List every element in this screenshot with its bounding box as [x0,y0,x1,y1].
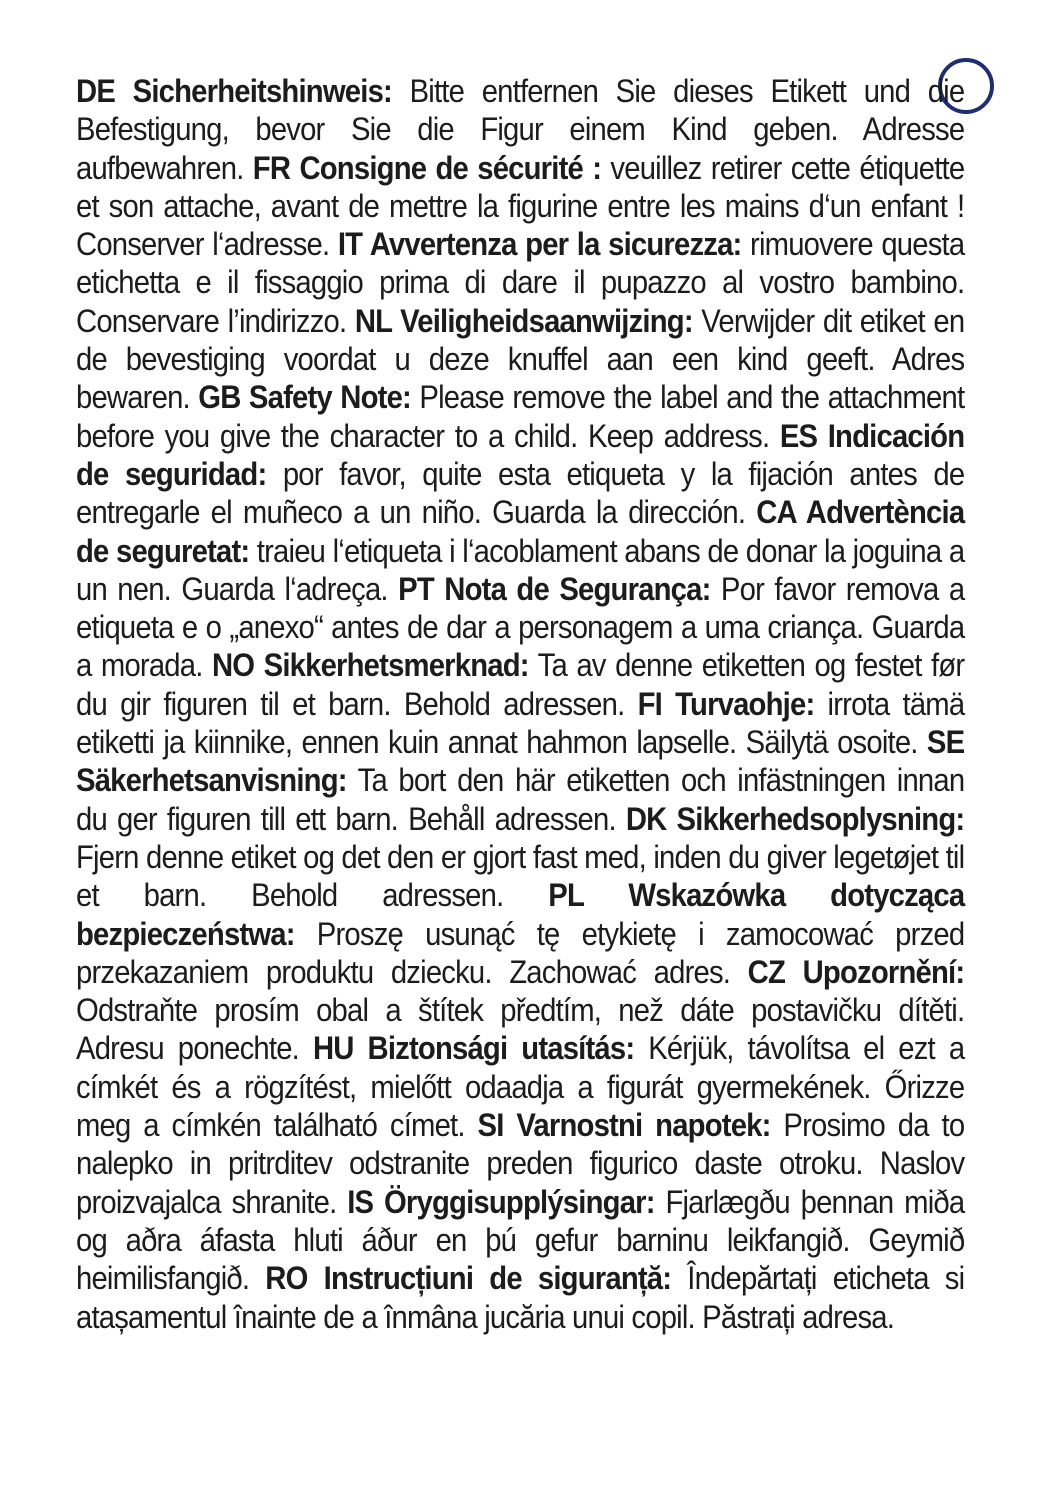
warning-fi-text: irrota tämä etiketti ja kiinnike, ennen kuin annat hahmon lapselle. Säilytä osoite. [76,685,965,761]
warning-gb-text: Please remove the label and the attachment before you give the character to a child. Keep address. [76,379,965,454]
warning-hu-text: Kérjük, távolítsa el ezt a címkét és a rögzítést, mielőtt odaadja a figurát gyermekének. Őrizze meg a címkén található címet. [76,1030,965,1144]
warning-si-text: Prosimo da to nalepko in pritrditev odstranite preden figurico daste otroku. Naslov proizvajalca shranite. [76,1107,965,1220]
warning-is-text: Fjarlægðu þennan miða og aðra áfasta hluti áður en þú gefur barninu leikfangið. Geymið heimilisfangið. [76,1183,965,1297]
warning-no-heading: NO Sikkerhetsmerknad: [211,647,529,684]
warning-nl-heading: NL Veiligheidsaanwijzing: [354,302,693,339]
warning-pt-text: Por favor remova a etiqueta e o „anexo“ antes de dar a personagem a uma criança. Guarda a morada. [76,570,965,684]
warning-ca-text: traieu l‘etiqueta i l‘acoblament abans de donar la joguina a un nen. Guarda l‘adreça. [76,532,965,607]
warning-hu-heading: HU Biztonsági utasítás: [312,1030,635,1067]
warning-gb-heading: GB Safety Note: [198,379,411,416]
warning-nl-text: Verwijder dit etiket en de bevestiging voordat u deze knuffel aan een kind geeft. Adres bewaren. [76,302,965,416]
warning-ro-text: Îndepărtați eticheta si atașamentul înainte de a înmâna jucăria unui copil. Păstrați adresa. [76,1260,965,1335]
warning-fr-text: veuillez retirer cette étiquette et son attache, avant de mettre la figurine entre les mains d‘un enfant ! Conserver l‘adresse. [76,149,965,263]
warning-cz-text: Odstraňte prosím obal a štítek předtím, než dáte postavičku dítěti. Adresu ponechte. [76,992,965,1067]
safety-notice-text [76,72,964,1336]
warning-se-text: Ta bort den här etiketten och infästningen innan du ger figuren till ett barn. Behåll adressen. [76,762,965,837]
warning-ro-heading: RO Instrucțiuni de siguranță: [265,1260,672,1297]
warning-de-heading: DE Sicherheitshinweis: [76,73,392,109]
warning-pl-heading: PL Wskazówka dotycząca bezpieczeństwa: [76,877,965,952]
warning-it-text: rimuovere questa etichetta e il fissaggio prima di dare il pupazzo al vostro bambino. Conservare l’indirizzo. [76,226,965,339]
warning-ca-heading: CA Advertència de seguretat: [76,494,965,569]
warning-si-heading: SI Varnostni napotek: [477,1107,771,1144]
warning-dk-heading: DK Sikkerhedsoplysning: [625,800,965,837]
warning-es-heading: ES Indicación de seguridad: [76,417,965,492]
warning-de-text: Bitte entfernen Sie dieses Etikett und die Befestigung, bevor Sie die Figur einem Kind geben. Adresse aufbewahren. [76,73,965,186]
warning-pl-text: Proszę usunąć tę etykietę i zamocować przed przekazaniem produktu dziecku. Zachować adres. [76,915,965,990]
warning-fr-heading: FR Consigne de sécurité : [252,149,602,186]
warning-pt-heading: PT Nota de Segurança: [398,570,711,607]
warning-dk-text: Fjern denne etiket og det den er gjort fast med, inden du giver legetøjet til et barn. Behold adressen. [76,838,965,914]
warning-cz-heading: CZ Upozornění: [747,953,965,990]
warning-is-heading: IS Öryggisupplýsingar: [347,1183,655,1220]
warning-no-text: Ta av denne etiketten og festet før du gir figuren til et barn. Behold adressen. [76,647,965,722]
warning-se-heading: SE Säkerhetsanvisning: [76,724,965,799]
warning-es-text: por favor, quite esta etiqueta y la fijación antes de entregarle el muñeco a un niño. Guarda la dirección. [76,455,965,531]
warning-it-heading: IT Avvertenza per la sicurezza: [337,226,742,263]
warning-fi-heading: FI Turvaohje: [637,685,815,722]
